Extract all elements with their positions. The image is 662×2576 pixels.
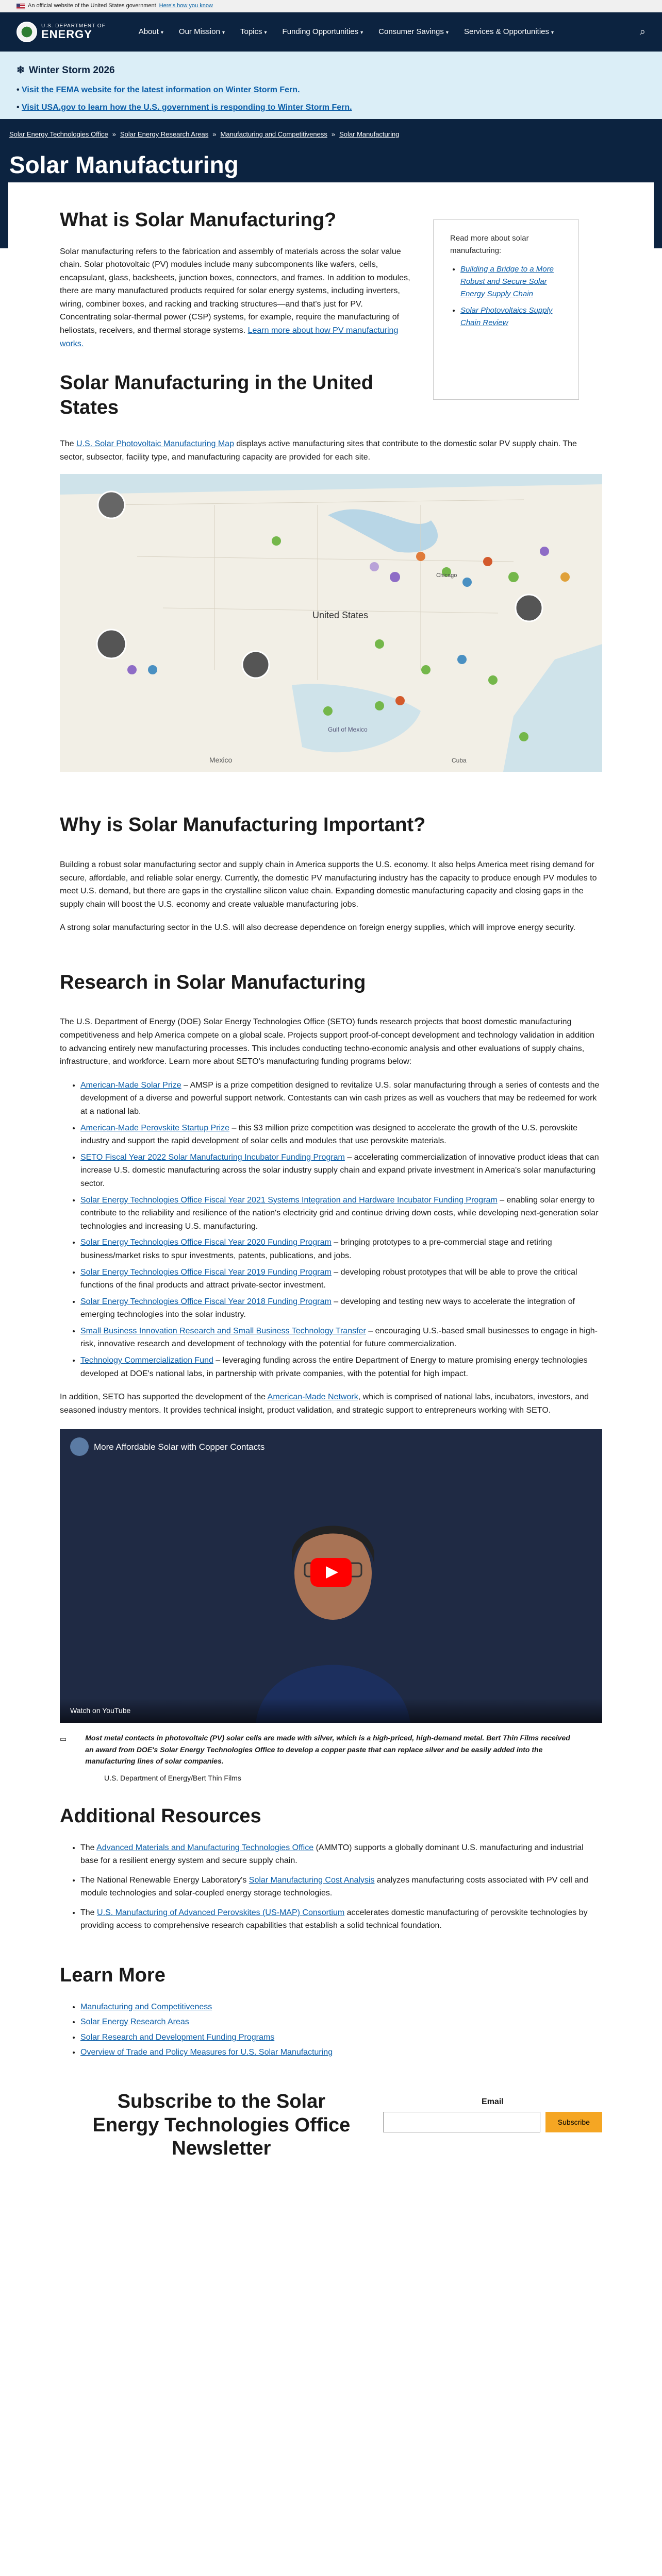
video-thumbnail [256,1512,410,1723]
email-label: Email [482,2097,504,2106]
resource-link[interactable]: Advanced Materials and Manufacturing Technologies Office [96,1843,314,1852]
camera-icon: ▭ [60,1735,67,1743]
alert-link-usagov[interactable]: Visit USA.gov to learn how the U.S. government is responding to Winter Storm Fern. [22,103,352,112]
section-heading: Solar Manufacturing in the United States [60,372,374,418]
resource-link[interactable]: Solar Manufacturing Cost Analysis [249,1875,375,1885]
american-made-network-link[interactable]: American-Made Network [267,1393,358,1402]
newsletter-signup [60,2090,602,2161]
map-label-mexico: Mexico [209,756,233,765]
chevron-down-icon: ▾ [445,30,449,36]
funding-program-list [60,1079,602,1380]
chevron-down-icon: ▾ [222,30,225,36]
subscribe-button[interactable]: Subscribe [545,2112,602,2132]
section-heading: Why is Solar Manufacturing Important? [60,814,426,836]
chevron-down-icon: ▾ [160,30,163,36]
list-item: • Small Business Innovation Research and Small Business Technology Transfer – encouraging U.S.-based small businesses to engage in high-risk, innovative research and development of technology with the potential for future commercialization. [80,1325,602,1351]
program-link[interactable]: Technology Commercialization Fund [80,1356,213,1365]
chevron-down-icon: ▾ [360,30,363,36]
video-player[interactable] [60,1429,602,1723]
list-item: • The Advanced Materials and Manufacturing Technologies Office (AMMTO) supports a globally dominant U.S. manufacturing and industrial base for a resilient energy system and secure supply chain. [80,1841,602,1868]
logo-small: U.S. DEPARTMENT OF [41,23,106,29]
breadcrumb-item[interactable]: Solar Energy Technologies Office [9,130,108,138]
learn-more-link[interactable]: Overview of Trade and Policy Measures for U.S. Solar Manufacturing [80,2048,333,2057]
program-link[interactable]: Solar Energy Technologies Office Fiscal Year 2021 Systems Integration and Hardware Incubator Funding Program [80,1195,498,1205]
map-label-cuba: Cuba [452,757,467,765]
doe-seal-icon [16,22,37,42]
list-item: • Solar Energy Technologies Office Fiscal Year 2019 Funding Program – developing robust prototypes that will be able to prove the critical functions of the final products and attract private-sector investment. [80,1266,602,1292]
list-item: • Solar Energy Technologies Office Fiscal Year 2021 Systems Integration and Hardware Incubator Funding Program – enabling solar energy to contribute to the reliability and resilience of the nation's electricity grid and continue driving down costs, while developing next-generation solar technologies and increasing U.S. manufacturing. [80,1194,602,1233]
program-link[interactable]: American-Made Solar Prize [80,1080,181,1090]
related-sidebar [433,219,579,400]
list-item: • Solar Energy Technologies Office Fiscal Year 2020 Funding Program – bringing prototypes to a pre-commercial stage and retiring business/market risks to spur investments, patents, publications, and jobs. [80,1236,602,1262]
channel-avatar [70,1437,89,1456]
doe-logo[interactable] [16,22,106,42]
learn-more-link[interactable]: Solar Research and Development Funding Programs [80,2032,275,2042]
why-paragraph: A strong solar manufacturing sector in the U.S. will also decrease dependence on foreign energy supplies, which will improve energy security. [60,923,576,933]
nav-our-mission[interactable]: Our Mission ▾ [178,27,225,36]
play-button[interactable] [310,1558,352,1587]
chevron-down-icon: ▾ [264,30,267,36]
video-title: More Affordable Solar with Copper Contacts [94,1442,265,1452]
learn-more-link[interactable]: Solar Energy Research Areas [80,2018,189,2027]
list-item: • Solar Energy Technologies Office Fiscal Year 2018 Funding Program – developing and testing new ways to accelerate the integration of emerging technologies into the solar industry. [80,1295,602,1321]
snowflake-icon: ❄ [16,65,25,76]
breadcrumb-item[interactable]: Solar Manufacturing [339,130,400,138]
list-item: • American-Made Perovskite Startup Prize – this $3 million prize competition was designed to accelerate the growth of the U.S. perovskite industry and support the rapid development of solar cells and modules that use perovskite materials. [80,1122,602,1148]
main-nav [139,26,554,38]
chevron-down-icon: ▾ [551,30,554,36]
program-link[interactable]: SETO Fiscal Year 2022 Solar Manufacturing Incubator Funding Program [80,1153,345,1162]
map-label-chicago: Chicago [436,572,457,579]
nav-services[interactable]: Services & Opportunities ▾ [464,27,554,36]
nav-about[interactable]: About ▾ [138,27,163,36]
program-link[interactable]: American-Made Perovskite Startup Prize [80,1123,229,1132]
email-field[interactable] [383,2112,540,2132]
section-heading: Research in Solar Manufacturing [60,971,366,993]
search-icon[interactable]: ⌕ [639,26,646,38]
map-graphic [60,474,602,772]
video-title-bar [70,1437,264,1456]
gov-banner [0,0,662,12]
learn-more-link[interactable]: Manufacturing and Competitiveness [80,2002,212,2011]
sidebar-intro: Read more about solar manufacturing: [450,234,529,255]
program-link[interactable]: Small Business Innovation Research and Small Business Technology Transfer [80,1326,366,1335]
program-link[interactable]: Solar Energy Technologies Office Fiscal Year 2020 Funding Program [80,1238,332,1247]
sidebar-link[interactable]: Solar Photovoltaics Supply Chain Review [460,306,553,327]
pv-map-link[interactable]: U.S. Solar Photovoltaic Manufacturing Map [76,439,234,449]
nav-topics[interactable]: Topics ▾ [240,27,267,36]
breadcrumb: Solar Energy Technologies Office » Solar Energy Research Areas » Manufacturing and Competitiveness » Solar Manufacturing [9,129,653,140]
video-caption: Most metal contacts in photovoltaic (PV) solar cells are made with silver, which is a high-priced, high-demand metal. Bert Thin Films received an award from DOE's Solar Energy Technologies Office to develop a copper paste that can replace silver and be easily added into the manufacturing lines of solar companies. [85,1734,570,1766]
list-item: • American-Made Solar Prize – AMSP is a prize competition designed to revitalize U.S. solar manufacturing through a series of contests and the development of a diverse and powerful support network. Contestants can win cash prizes as well as vouchers that may be redeemed for work at a national lab. [80,1079,602,1118]
breadcrumb-item[interactable]: Solar Energy Research Areas [120,130,209,138]
resource-link[interactable]: U.S. Manufacturing of Advanced Perovskites (US-MAP) Consortium [97,1908,345,1917]
gov-banner-text: An official website of the United States government [28,3,156,9]
nav-consumer-savings[interactable]: Consumer Savings ▾ [378,27,449,36]
subscribe-heading: Subscribe to the Solar Energy Technologies Office Newsletter [92,2090,351,2160]
list-item: • SETO Fiscal Year 2022 Solar Manufacturing Incubator Funding Program – accelerating commercialization of innovative product ideas that can increase U.S. domestic manufacturing across the solar industry supply chain and expand private investment in America's solar manufacturing sector. [80,1151,602,1191]
intro-text: Solar manufacturing refers to the fabrication and assembly of materials across the solar value chain. Solar photovoltaic (PV) modules include many subcomponents like wafers, cells, encapsulant, glass, backsheets, junction boxes, connectors, and frames. In addition to modules, there are many manufactured products required for solar energy systems, including inverters, wiring, combiner boxes, and racking and tracking structures—and that's just for PV. Concentrating solar-thermal power (CSP) systems, for example, require the manufacturing of heliostats, receivers, and thermal storage systems. [60,247,410,335]
sidebar-link[interactable]: Building a Bridge to a More Robust and Secure Solar Energy Supply Chain [460,265,554,298]
breadcrumb-item[interactable]: Manufacturing and Competitiveness [220,130,327,138]
gov-banner-link[interactable]: Here's how you know [159,3,213,9]
section-heading: Additional Resources [60,1805,261,1827]
photo-credit: U.S. Department of Energy/Bert Thin Films [104,1773,241,1782]
program-link[interactable]: Solar Energy Technologies Office Fiscal Year 2018 Funding Program [80,1297,332,1306]
section-heading: Learn More [60,1964,166,1987]
research-paragraph: The U.S. Department of Energy (DOE) Solar Energy Technologies Office (SETO) funds research projects that boost domestic manufacturing competitiveness and help America compete on a global scale. Projects support proof-of-concept development and technology validation in addition to advancing entirely new manufacturing processes. This includes conducting techno-economic analysis and other evaluations of supply chains, infrastructure, and workforce. Learn more about SETO's manufacturing funding programs below: [60,1018,595,1066]
nav-funding[interactable]: Funding Opportunities ▾ [282,27,363,36]
program-link[interactable]: Solar Energy Technologies Office Fiscal Year 2019 Funding Program [80,1267,332,1277]
alert-link-fema[interactable]: Visit the FEMA website for the latest information on Winter Storm Fern. [22,86,300,95]
watch-on-youtube[interactable]: Watch on YouTube [70,1706,131,1715]
video-controls [60,1698,602,1723]
map-label-united-states: United States [312,610,369,621]
page-title: Solar Manufacturing [9,151,239,178]
map-label-gulf: Gulf of Mexico [328,726,368,734]
us-flag-icon [16,4,25,9]
main-content: What is Solar Manufacturing? Solar manufacturing refers to the fabrication and assembly of materials across the solar value chain. Solar photovoltaic (PV) modules include many subcomponents like wafers, cells, encapsulant, glass, backsheets, junction boxes, connectors, and frames. In addition to modules, there are many manufactured products required for solar energy systems, including inverters, wiring, combiner boxes, and racking and tracking structures—and that's just for PV. Concentrating solar-thermal power (CSP) systems, for example, require the manufacturing of heliostats, receivers, and thermal storage systems. Learn more about how PV manufacturing works. Solar Manufacturing in the United States Read more about solar manufacturing: • Building a Bridge to a More Robust and Secure Solar Energy Supply Chain • Solar Photovoltaics Supply Chain Review The U.S. Solar Photovoltaic Manufacturing Map displays active manufacturing sites that contribute to the domestic solar PV supply chain. The sector, subsector, facility type, and manufacturing capacity are provided for each site. United States Mexico Gulf of Mexico Chicago Cuba Why is Solar Manufacturing Important? Building a robust solar manufacturing sector and supply chain in America supports the U.S. economy. It also helps America meet rising demand for secure, affordable, and reliable solar energy. Currently, the domestic PV manufacturing industry has the capacity to produce enough PV modules to meet U.S. demand, but there are gaps in the crystalline silicon value chain. Expanding domestic manufacturing capacity and closing gaps in the supply chain will boost the U.S. economy and create valuable manufacturing jobs. A strong solar manufacturing sector in the U.S. will also decrease dependence on foreign energy supplies, which will improve energy security. Research in Solar Manufacturing The U.S. Department of Energy (DOE) Solar Energy Technologies Office (SETO) funds research projects that boost domestic manufacturing competitiveness and help America compete on a global scale. Projects support proof-of-concept development and technology validation in addition to advancing entirely new manufacturing processes. This includes conducting techno-economic analysis and other evaluations of supply chains, infrastructure, and workforce. Learn more about SETO's manufacturing funding programs below: • American-Made Solar Prize – AMSP is a prize competition designed to revitalize U.S. solar manufacturing through a series of contests and the development of a diverse and powerful support network. Contestants can win cash prizes as well as vouchers that may be redeemed for work at a national lab. • American-Made Perovskite Startup Prize – this $3 million prize competition was designed to accelerate the growth of the U.S. perovskite industry and support the rapid development of solar cells and modules that use perovskite materials. • SETO Fiscal Year 2022 Solar Manufacturing Incubator Funding Program – accelerating commercialization of innovative product ideas that can increase U.S. domestic manufacturing across the solar industry supply chain and expand private investment in America's solar manufacturing sector. • Solar Energy Technologies Office Fiscal Year 2021 Systems Integration and Hardware Incubator Funding Program – enabling solar energy to contribute to the reliability and resilience of the nation's electricity grid and continue driving down costs, while developing next-generation solar technologies and increasing U.S. manufacturing. • Solar Energy Technologies Office Fiscal Year 2020 Funding Program – bringing prototypes to a pre-commercial stage and retiring business/market risks to spur investments, patents, publications, and jobs. • Solar Energy Technologies Office Fiscal Year 2019 Funding Program – developing robust prototypes that will be able to prove the critical functions of the final products and attract private-sector investment. • Solar Energy Technologies Office Fiscal Year 2018 Funding Program – developing and testing new ways to accelerate the integration of emerging technologies into the solar industry. • Small Business Innovation Research and Small Business Technology Transfer – encouraging U.S.-based small businesses to engage in high-risk, innovative research and development of technology with the potential for future commercialization. • Technology Commercialization Fund – leveraging funding across the entire Department of Energy to mature promising energy technologies developed at DOE's national labs, in partnership with private companies, with the potential for high impact. In addition, SETO has supported the development of the American-Made Network, which is comprised of national labs, incubators, investors, and seasoned industry mentors. It provides technical insight, product validation, and strategic support to entrepreneurs working with SETO. More Affordable Solar with Copper Contacts Watch on YouTube ▭ Most metal contacts in photovoltaic (PV) solar cells are made with silver, which is a high-priced, high-demand metal. Bert Thin Films received an award from DOE's Solar Energy Technologies Office to develop a copper paste that can replace silver and be easily added into the manufacturing lines of solar companies. U.S. Department of Energy/Bert Thin Films Additional Resources • The Advanced Materials and Manufacturing Technologies Office (AMMTO) supports a globally dominant U.S. manufacturing and industrial base for a resilient energy system and secure supply chain. • The National Renewable Energy Laboratory's Solar Manufacturing Cost Analysis analyzes manufacturing costs associated with PV cell and module technologies and solar-coupled energy storage technologies. • The U.S. Manufacturing of Advanced Perovskites (US-MAP) Consortium accelerates domestic manufacturing of perovskite technologies by providing access to comprehensive research capabilities that establish a solid technical foundation. Learn More • Manufacturing and Competitiveness • Solar Energy Research Areas • Solar Research and Development Funding Programs • Overview of Trade and Policy Measures for U.S. Solar Manufacturing Subscribe to the Solar Energy Technologies Office Newsletter Email Subscribe [8,182,654,2576]
manufacturing-map[interactable] [60,474,602,772]
alert-title: Winter Storm 2026 [28,65,115,76]
alert-banner [0,52,662,119]
why-paragraph: Building a robust solar manufacturing sector and supply chain in America supports the U.S. economy. It also helps America meet rising demand for secure, affordable, and reliable solar energy. Currently, the domestic PV manufacturing industry has the capacity to produce enough PV modules to meet U.S. demand, but there are gaps in the crystalline silicon value chain. Expanding domestic manufacturing capacity and closing gaps in the supply chain will boost the U.S. economy and create valuable manufacturing jobs. [60,860,597,909]
list-item: • Technology Commercialization Fund – leveraging funding across the entire Department of Energy to mature promising energy technologies developed at DOE's national labs, in partnership with private companies, with the potential for high impact. [80,1354,602,1380]
list-item: • The National Renewable Energy Laboratory's Solar Manufacturing Cost Analysis analyzes manufacturing costs associated with PV cell and module technologies and solar-coupled energy storage technologies. [80,1874,602,1900]
site-header [0,12,662,52]
intro-learn-link[interactable]: Learn more about how PV manufacturing works. [60,326,399,348]
list-item: • The U.S. Manufacturing of Advanced Perovskites (US-MAP) Consortium accelerates domestic manufacturing of perovskite technologies by providing access to comprehensive research capabilities that establish a solid technical foundation. [80,1906,602,1933]
logo-big: ENERGY [41,28,92,41]
section-heading: What is Solar Manufacturing? [60,209,337,231]
